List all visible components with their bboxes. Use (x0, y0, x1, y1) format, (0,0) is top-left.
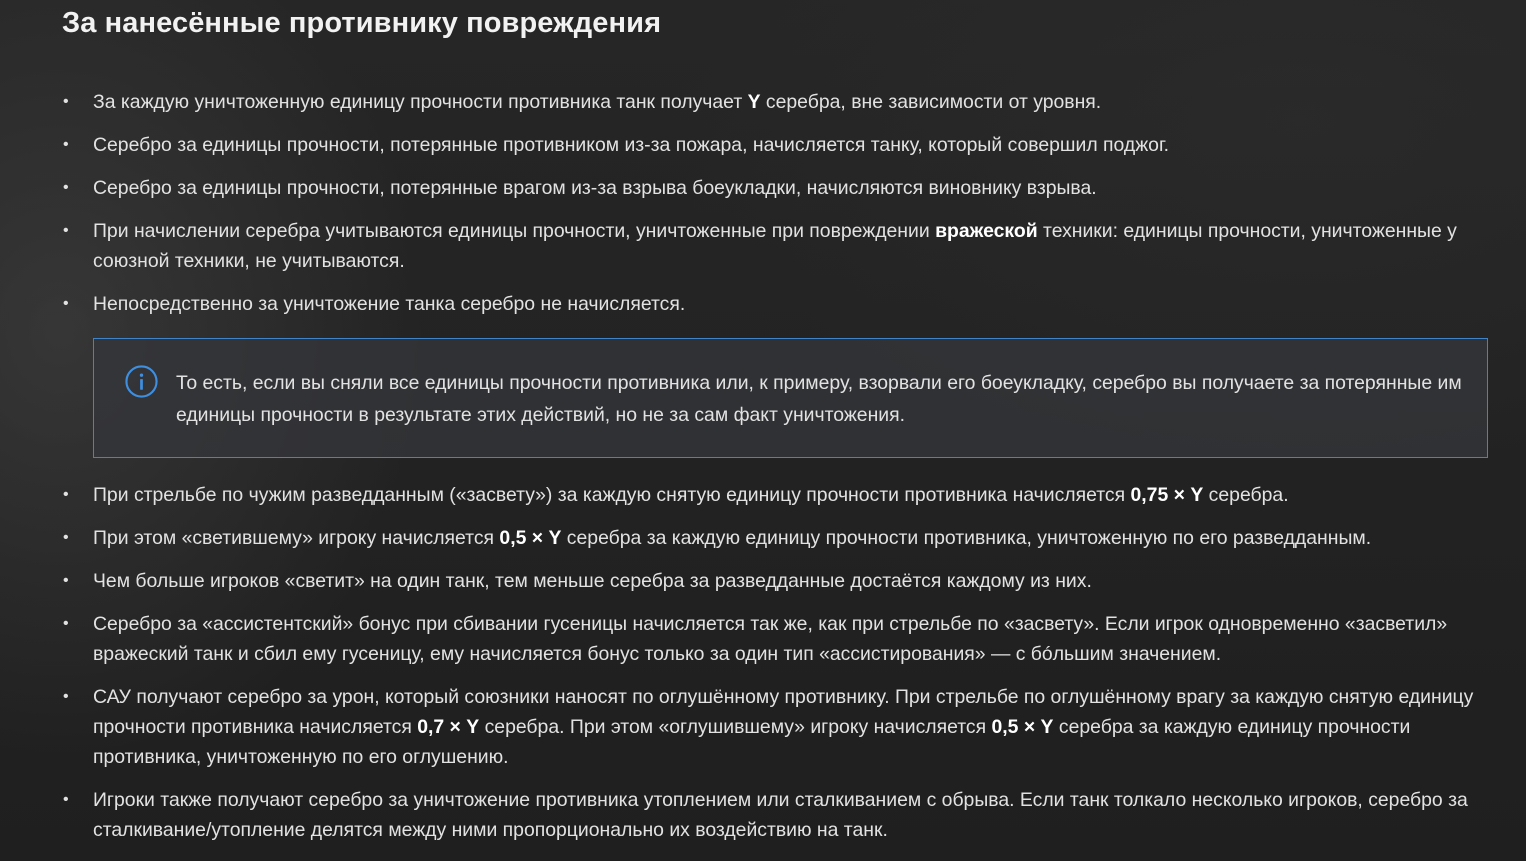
bullet-marker: • (63, 136, 69, 153)
emphasized-text: Y (747, 91, 761, 113)
list-item (62, 682, 1492, 772)
list-item-text: Чем больше игроков «светит» на один танк, тем меньше серебра за разведданные достаётся каждому из них. (93, 570, 1092, 592)
list-item (62, 609, 1492, 669)
list-item-text: Серебро за «ассистентский» бонус при сбивании гусеницы начисляется так же, как при стрельбе по «засвету». Если игрок одновременно «засветил» вражеский танк и сбил ему гусеницу, ему начисляется бонус только за один тип «ассистирования» — с бóльшим значением. (93, 613, 1448, 665)
list-item-text: При этом «светившему» игроку начисляется (93, 527, 500, 549)
list-item (62, 173, 1492, 203)
list-item (62, 480, 1492, 510)
list-item-text: серебра за каждую единицу прочности противника, уничтоженную по его разведданным. (561, 527, 1372, 549)
assist-rules-list (62, 480, 1492, 845)
list-item-text: техники: единицы прочности, уничтоженные у союзной техники, не учитываются. (93, 220, 1457, 272)
section-title: За нанесённые противнику повреждения (62, 7, 662, 39)
bullet-marker: • (63, 572, 69, 589)
list-item-text: За каждую уничтоженную единицу прочности противника танк получает (93, 91, 748, 113)
list-item (62, 785, 1492, 845)
list-item-text: При стрельбе по чужим разведданным («засвету») за каждую снятую единицу прочности противника начисляется (93, 484, 1131, 506)
list-item (62, 87, 1492, 117)
list-item-text: серебра, вне зависимости от уровня. (760, 91, 1102, 113)
list-item (62, 566, 1492, 596)
emphasized-text: вражеской (935, 220, 1038, 242)
list-item-text: Серебро за единицы прочности, потерянные противником из-за пожара, начисляется танку, который совершил поджог. (93, 134, 1170, 156)
bullet-marker: • (63, 791, 69, 808)
article-section (62, 0, 1492, 858)
bullet-marker: • (63, 529, 69, 546)
info-note-text: То есть, если вы сняли все единицы прочности противника или, к примеру, взорвали его боеукладку, серебро вы получаете за потерянные им единицы прочности в результате этих действий, но не за сам факт уничтожения. (176, 372, 1462, 426)
list-item-text: Серебро за единицы прочности, потерянные врагом из-за взрыва боеукладки, начисляются виновнику взрыва. (93, 177, 1097, 199)
list-item (62, 216, 1492, 276)
bullet-marker: • (63, 688, 69, 705)
list-item-text: серебра за каждую единицу прочности противника, уничтоженную по его оглушению. (93, 716, 1411, 768)
list-item-text: САУ получают серебро за урон, который союзники наносят по оглушённому противнику. При стрельбе по оглушённому врагу за каждую снятую единицу прочности противника начисляется (93, 686, 1474, 738)
list-item-text: Непосредственно за уничтожение танка серебро не начисляется. (93, 293, 686, 315)
list-item-text: серебра. (1203, 484, 1289, 506)
info-icon (125, 365, 158, 398)
bullet-marker: • (63, 222, 69, 239)
list-item-text: серебра. При этом «оглушившему» игроку начисляется (479, 716, 992, 738)
bullet-marker: • (63, 93, 69, 110)
info-note (93, 338, 1488, 458)
emphasized-text: 0,7 × Y (417, 716, 480, 738)
damage-rules-list (62, 87, 1492, 319)
list-item (62, 289, 1492, 319)
emphasized-text: 0,75 × Y (1130, 484, 1204, 506)
emphasized-text: 0,5 × Y (499, 527, 562, 549)
list-item-text: При начислении серебра учитываются единицы прочности, уничтоженные при повреждении (93, 220, 936, 242)
bullet-marker: • (63, 295, 69, 312)
list-item-text: Игроки также получают серебро за уничтожение противника утоплением или сталкиванием с обрыва. Если танк толкало несколько игроков, серебро за сталкивание/утопление делятся между ними пропорционально их воздействию на танк. (93, 789, 1468, 841)
list-item (62, 523, 1492, 553)
bullet-marker: • (63, 615, 69, 632)
emphasized-text: 0,5 × Y (991, 716, 1054, 738)
list-item (62, 130, 1492, 160)
bullet-marker: • (63, 179, 69, 196)
bullet-marker: • (63, 486, 69, 503)
